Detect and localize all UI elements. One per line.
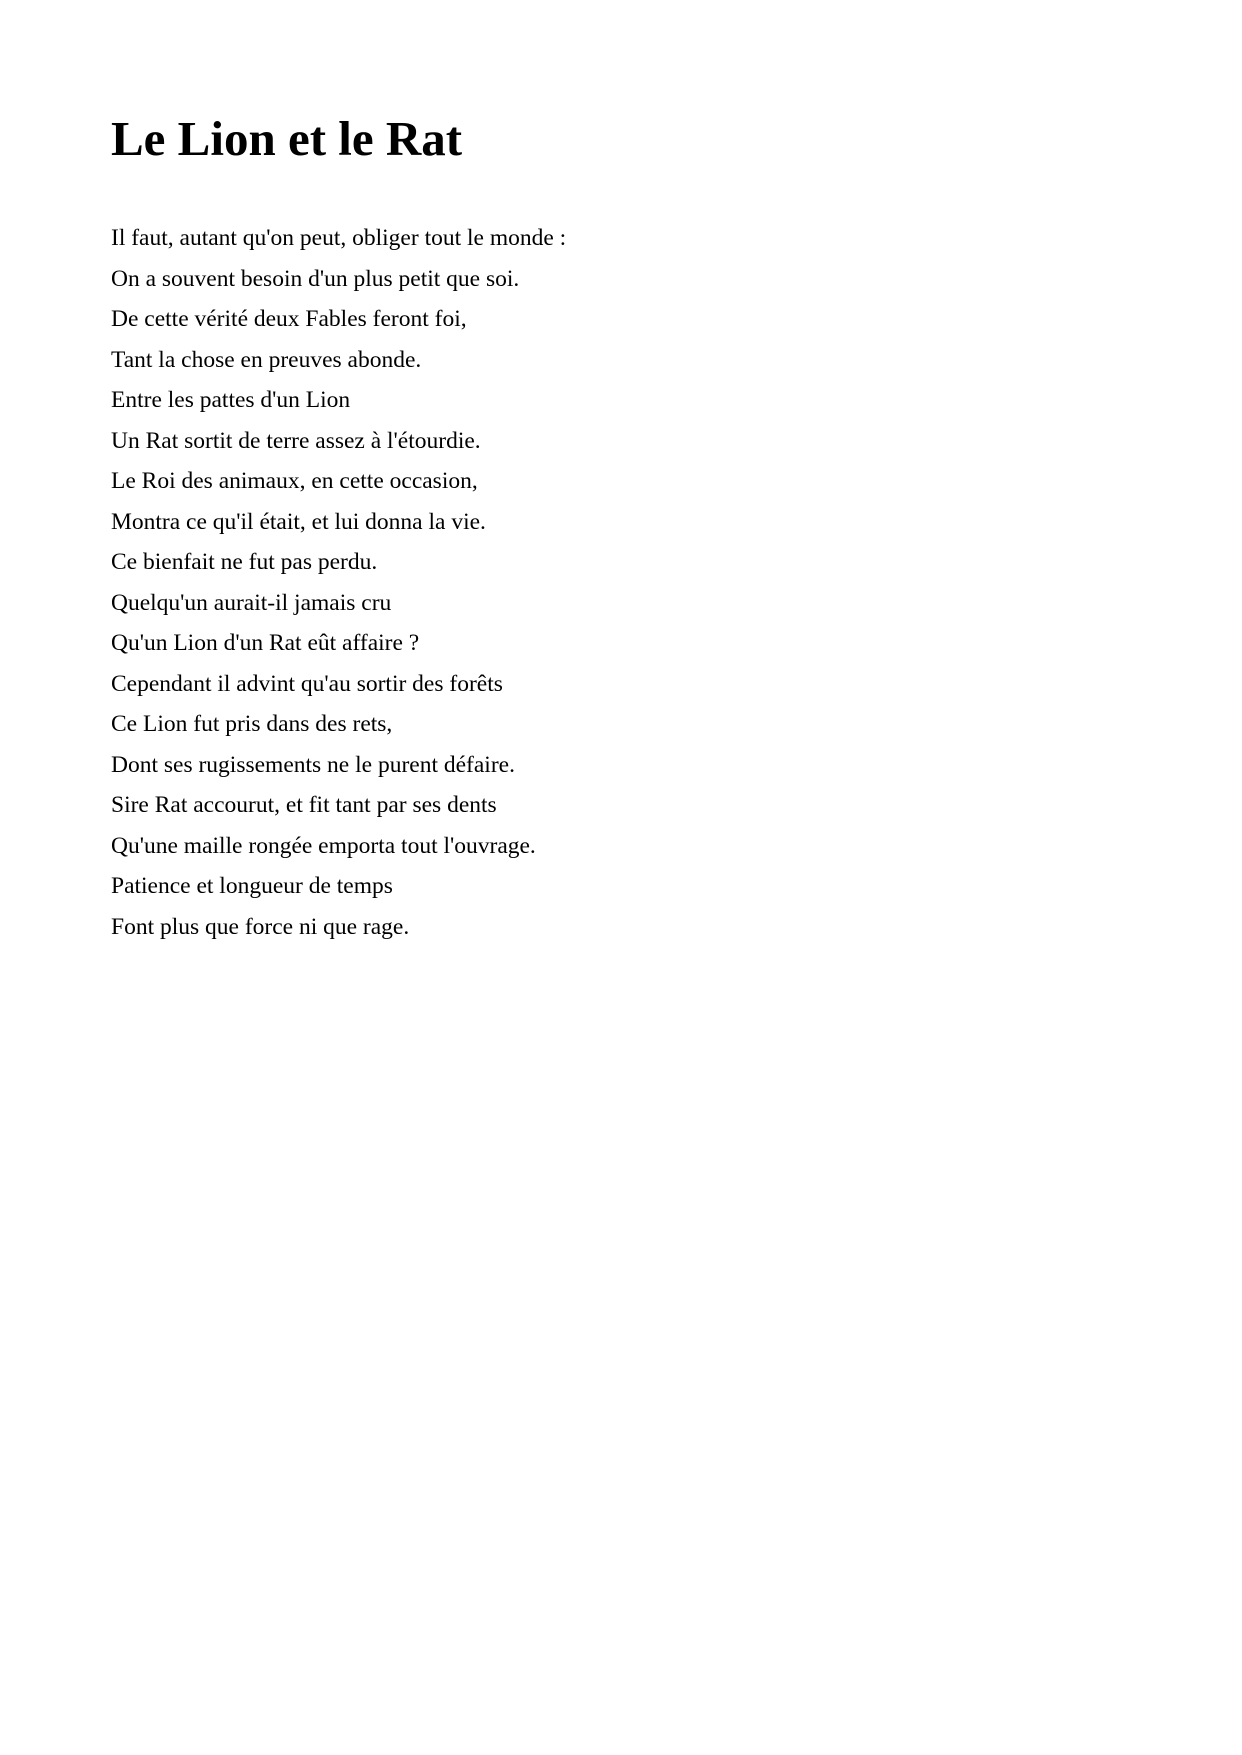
poem-line: Un Rat sortit de terre assez à l'étourdie.	[111, 427, 481, 454]
poem-line: Il faut, autant qu'on peut, obliger tout le monde :	[111, 225, 567, 251]
poem-line: Tant la chose en preuves abonde.	[111, 346, 422, 373]
poem-line: Ce Lion fut pris dans des rets,	[111, 711, 393, 737]
poem-line: Sire Rat accourut, et fit tant par ses dents	[111, 792, 497, 818]
poem-line: Le Roi des animaux, en cette occasion,	[111, 468, 478, 494]
poem-line: Qu'un Lion d'un Rat eût affaire ?	[111, 630, 420, 656]
poem-line: Entre les pattes d'un Lion	[111, 387, 351, 413]
poem-line: Font plus que force ni que rage.	[111, 913, 410, 940]
poem	[111, 218, 566, 947]
poem-line: Qu'une maille rongée emporta tout l'ouvrage.	[111, 832, 536, 859]
poem-line: Ce bienfait ne fut pas perdu.	[111, 549, 378, 575]
poem-line: Quelqu'un aurait-il jamais cru	[111, 589, 392, 616]
poem-line: Montra ce qu'il était, et lui donna la vie.	[111, 508, 486, 535]
poem-line: Cependant il advint qu'au sortir des forêts	[111, 670, 503, 697]
poem-line: Patience et longueur de temps	[111, 873, 393, 899]
poem-line: De cette vérité deux Fables feront foi,	[111, 306, 467, 332]
page-title: Le Lion et le Rat	[111, 111, 463, 166]
poem-line: Dont ses rugissements ne le purent défaire.	[111, 751, 515, 778]
poem-line: On a souvent besoin d'un plus petit que soi.	[111, 265, 520, 292]
